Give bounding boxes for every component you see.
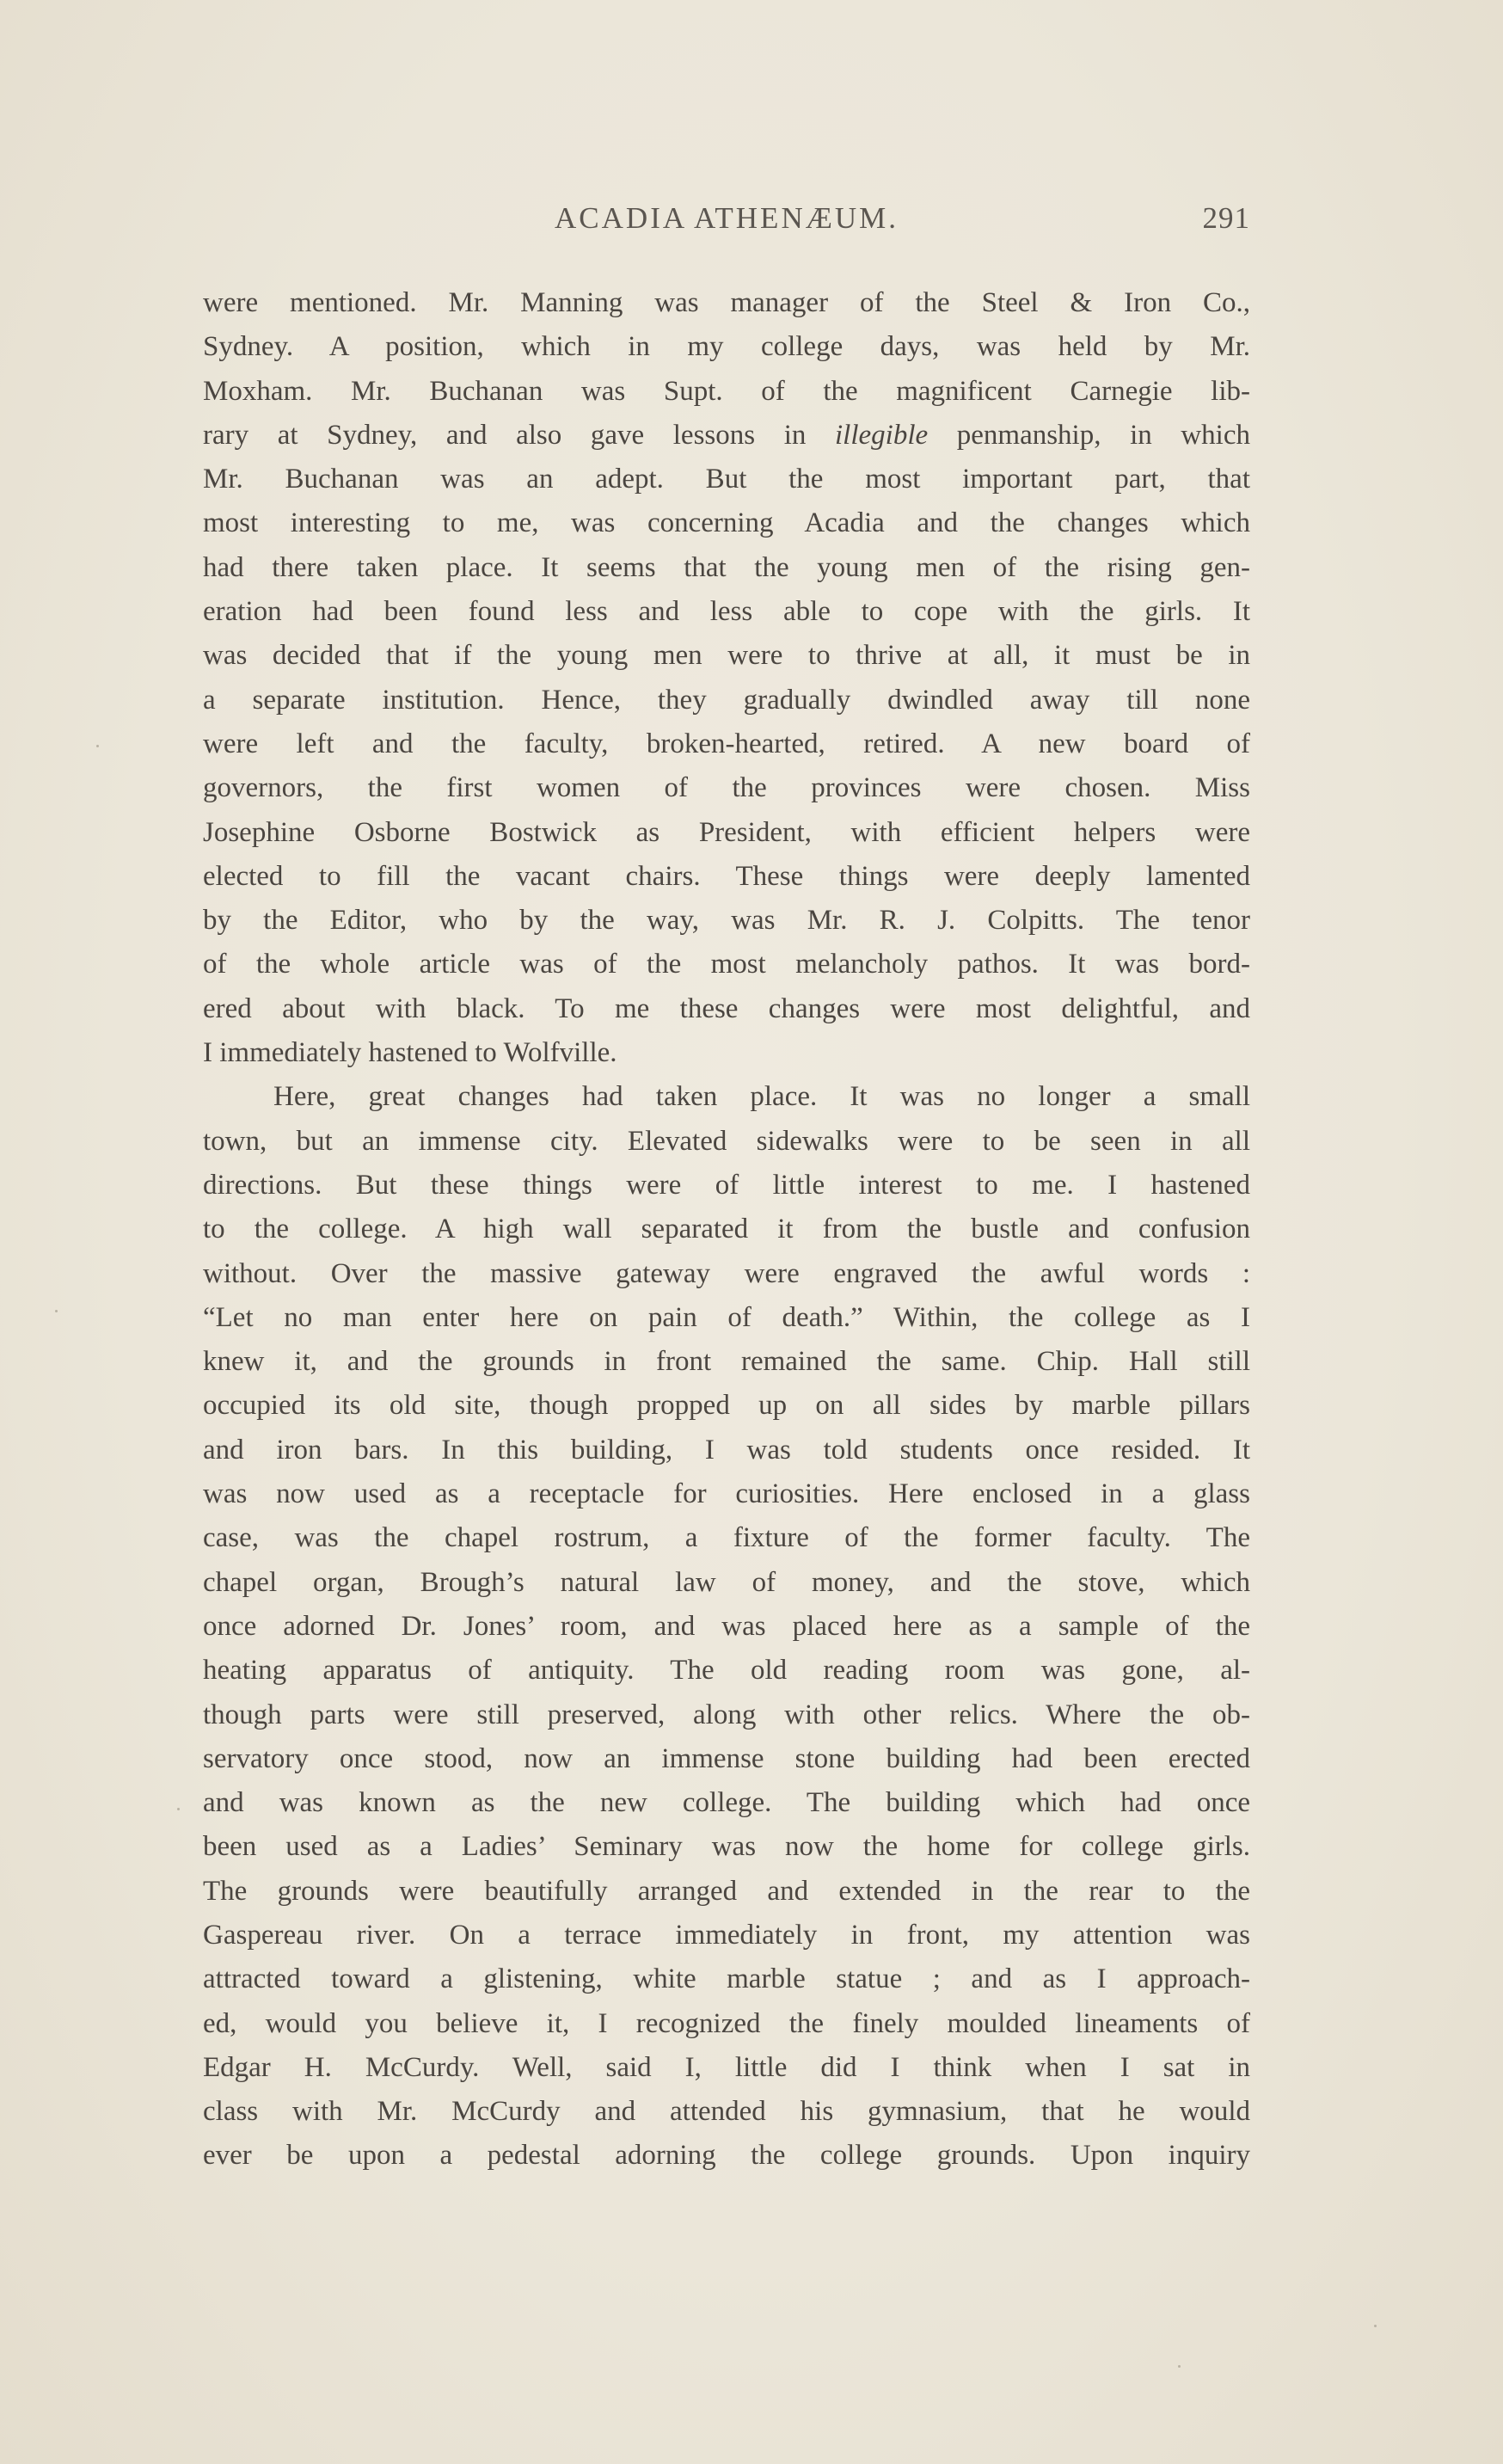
text-line xyxy=(203,811,1250,855)
text-line xyxy=(203,1737,1250,1781)
text-line-content: case, was the chapel rostrum, a fixture of the former faculty. The xyxy=(203,1522,1250,1554)
text-line xyxy=(203,501,1250,545)
text-line-content: servatory once stood, now an immense stone building had been erected xyxy=(203,1742,1250,1774)
text-line-content: I immediately hastened to Wolfville. xyxy=(203,1037,617,1069)
text-line-content: Moxham. Mr. Buchanan was Supt. of the magnificent Carnegie lib- xyxy=(203,375,1250,407)
paper-speck xyxy=(96,745,99,747)
text-line-content: ed, would you believe it, I recognized the finely moulded lineaments of xyxy=(203,2007,1250,2039)
text-line-content: Josephine Osborne Bostwick as President, with efficient helpers were xyxy=(203,816,1250,848)
text-line xyxy=(203,414,1250,458)
text-line-content: governors, the first women of the provinces were chosen. Miss xyxy=(203,772,1250,804)
text-line xyxy=(203,1561,1250,1605)
text-line xyxy=(203,1164,1250,1207)
paper-speck xyxy=(1374,2325,1377,2327)
text-line xyxy=(203,1207,1250,1251)
text-line-content: and iron bars. In this building, I was told students once resided. It xyxy=(203,1434,1250,1465)
text-line-content: were mentioned. Mr. Manning was manager of the Steel & Iron Co., xyxy=(203,287,1250,318)
text-line-content: to the college. A high wall separated it from the bustle and confusion xyxy=(203,1214,1250,1245)
text-line xyxy=(203,943,1250,986)
text-line xyxy=(203,1825,1250,1869)
text-line xyxy=(203,1649,1250,1693)
text-line-content: directions. But these things were of little interest to me. I hastened xyxy=(203,1169,1250,1201)
text-line xyxy=(203,1429,1250,1472)
text-line xyxy=(203,766,1250,810)
text-line-continuation: penmanship, in which xyxy=(956,419,1250,451)
text-line-content: “Let no man enter here on pain of death.” Within, the college as I xyxy=(203,1301,1250,1333)
text-line-content: was decided that if the young men were to thrive at all, it must be in xyxy=(203,640,1250,672)
text-line xyxy=(203,1516,1250,1560)
running-header xyxy=(203,201,1250,246)
text-line-content: Edgar H. McCurdy. Well, said I, little did I think when I sat in xyxy=(203,2051,1250,2083)
text-line-content: knew it, and the grounds in front remained the same. Chip. Hall still xyxy=(203,1346,1250,1378)
text-line xyxy=(203,2002,1250,2046)
text-line-content: elected to fill the vacant chairs. These things were deeply lamented xyxy=(203,860,1250,892)
text-line xyxy=(203,590,1250,634)
text-line xyxy=(203,855,1250,899)
text-line xyxy=(203,370,1250,414)
text-line-content: Sydney. A position, which in my college days, was held by Mr. xyxy=(203,331,1250,363)
text-line-content: and was known as the new college. The building which had once xyxy=(203,1787,1250,1819)
text-line-content: ered about with black. To me these changes were most delightful, and xyxy=(203,992,1250,1024)
text-line-content: Here, great changes had taken place. It was no longer a small xyxy=(273,1081,1250,1113)
text-line-content: rary at Sydney, and also gave lessons in xyxy=(203,419,807,451)
text-line xyxy=(203,546,1250,590)
text-line xyxy=(203,634,1250,678)
text-line-content: without. Over the massive gateway were engraved the awful words : xyxy=(203,1257,1250,1289)
text-line xyxy=(203,1031,1250,1075)
text-line-content: of the whole article was of the most melancholy pathos. It was bord- xyxy=(203,949,1250,980)
text-line-content: was now used as a receptacle for curiosities. Here enclosed in a glass xyxy=(203,1478,1250,1510)
page-number: 291 xyxy=(1202,201,1250,235)
text-line xyxy=(203,2134,1250,2178)
journal-title: ACADIA ATHENÆUM. xyxy=(555,201,899,235)
text-line xyxy=(203,1296,1250,1340)
text-line xyxy=(203,1914,1250,1957)
text-line xyxy=(203,1340,1250,1384)
text-line xyxy=(203,325,1250,369)
text-line-content: chapel organ, Brough’s natural law of money, and the stove, which xyxy=(203,1566,1250,1598)
paper-speck xyxy=(177,1808,180,1810)
text-line xyxy=(203,1120,1250,1164)
text-line xyxy=(203,1252,1250,1296)
text-line-content: town, but an immense city. Elevated sidewalks were to be seen in all xyxy=(203,1125,1250,1157)
text-line-content: a separate institution. Hence, they gradually dwindled away till none xyxy=(203,684,1250,716)
text-line-content: attracted toward a glistening, white marble statue ; and as I approach- xyxy=(203,1963,1250,1995)
text-line-content: occupied its old site, though propped up on all sides by marble pillars xyxy=(203,1390,1250,1422)
text-line xyxy=(203,1605,1250,1649)
text-line-content: eration had been found less and less able to cope with the girls. It xyxy=(203,596,1250,628)
text-line-content: been used as a Ladies’ Seminary was now the home for college girls. xyxy=(203,1831,1250,1863)
text-line-content: class with Mr. McCurdy and attended his gymnasium, that he would xyxy=(203,2096,1250,2128)
text-line xyxy=(203,1472,1250,1516)
text-line-content: most interesting to me, was concerning Acadia and the changes which xyxy=(203,507,1250,539)
text-line xyxy=(203,1781,1250,1825)
text-line-content: ever be upon a pedestal adorning the college grounds. Upon inquiry xyxy=(203,2140,1250,2172)
text-line-content: Gaspereau river. On a terrace immediately in front, my attention was xyxy=(203,1919,1250,1951)
text-line-content: once adorned Dr. Jones’ room, and was placed here as a sample of the xyxy=(203,1610,1250,1642)
text-line xyxy=(203,2046,1250,2090)
emphasized-word: illegible xyxy=(835,419,929,451)
paper-speck xyxy=(55,1310,58,1312)
text-line xyxy=(203,899,1250,943)
text-line-content: The grounds were beautifully arranged and extended in the rear to the xyxy=(203,1875,1250,1907)
article-body xyxy=(203,281,1250,2178)
text-line xyxy=(203,2090,1250,2134)
text-line xyxy=(203,722,1250,766)
text-line xyxy=(203,1693,1250,1737)
text-line xyxy=(203,281,1250,325)
text-line-content: Mr. Buchanan was an adept. But the most important part, that xyxy=(203,464,1250,495)
text-line-content: though parts were still preserved, along with other relics. Where the ob- xyxy=(203,1699,1250,1730)
text-line-content: had there taken place. It seems that the young men of the rising gen- xyxy=(203,551,1250,583)
text-line-content: by the Editor, who by the way, was Mr. R. J. Colpitts. The tenor xyxy=(203,905,1250,937)
text-line-content: were left and the faculty, broken-hearted, retired. A new board of xyxy=(203,728,1250,759)
text-line xyxy=(203,458,1250,501)
paper-speck xyxy=(1178,2365,1181,2368)
text-line xyxy=(203,1870,1250,1914)
text-line xyxy=(203,987,1250,1031)
text-line-content: heating apparatus of antiquity. The old reading room was gone, al- xyxy=(203,1655,1250,1687)
text-line xyxy=(203,1384,1250,1428)
text-line xyxy=(203,679,1250,722)
text-line xyxy=(203,1075,1250,1119)
text-line xyxy=(203,1957,1250,2001)
